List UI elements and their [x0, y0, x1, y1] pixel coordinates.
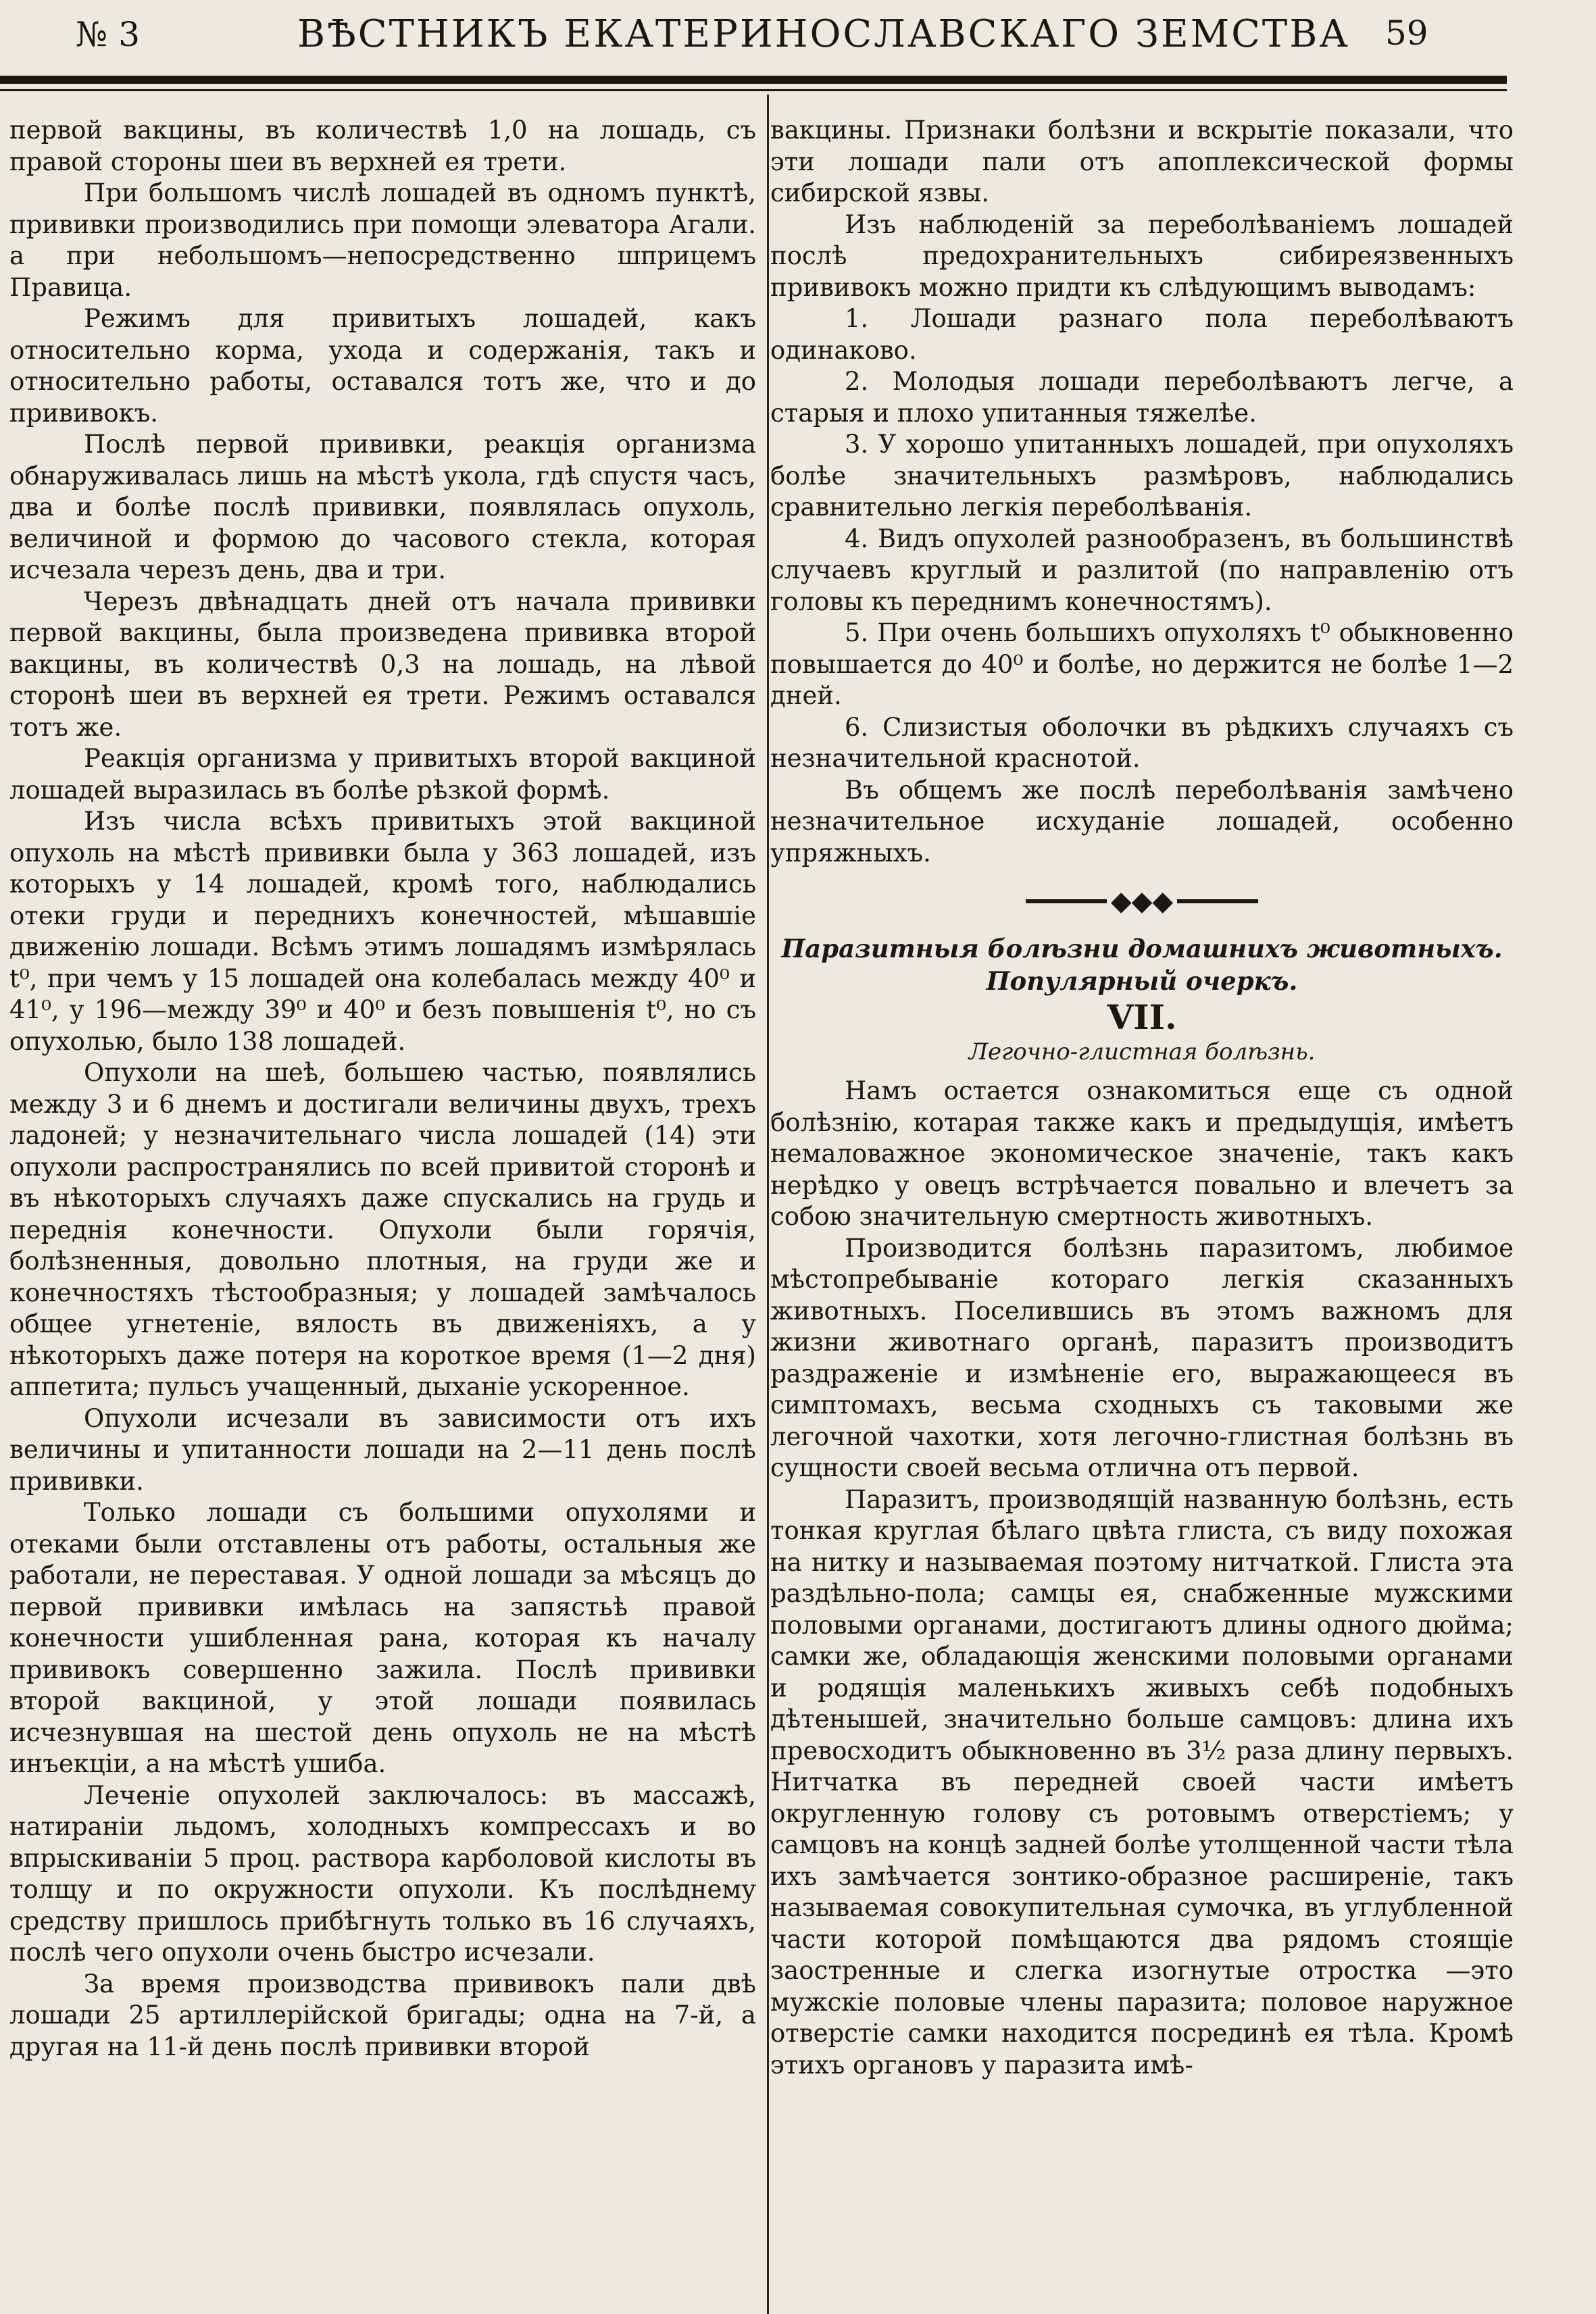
chapter-subtitle: Легочно-глистная болѣзнь. [968, 1038, 1316, 1065]
paragraph: Изъ наблюденій за переболѣваніемъ лошадей послѣ предохранительныхъ сибиреязвенныхъ прививокъ можно придти къ слѣдующимъ выводамъ: [770, 209, 1514, 302]
list-item: 4. Видъ опухолей разнообразенъ, въ большинствѣ случаевъ круглый и разлитой (по направленію отъ головы къ переднимъ конечностямъ). [770, 524, 1514, 616]
issue-number: № 3 [76, 15, 141, 54]
paragraph: Опухоли исчезали въ зависимости отъ ихъ величины и упитанности лошади на 2—11 день послѣ прививки. [9, 1403, 756, 1496]
header-rule-thick [0, 76, 1507, 84]
paragraph: Леченіе опухолей заключалось: въ массажѣ, натираніи льдомъ, холодныхъ компрессахъ и во впрыскиваніи 5 проц. раствора карболовой кислоты въ толщу и по окружности опухоли. Къ послѣднему средству пришлось прибѣгнуть только въ 16 случаяхъ, послѣ чего опухоли очень быстро исчезали. [9, 1780, 756, 1967]
ornament-bar [1177, 899, 1258, 903]
paragraph: Намъ остается ознакомиться еще съ одной болѣзнію, котарая также какъ и предыдущія, имѣетъ немаловажное экономическое значеніе, такъ какъ нерѣдко у овецъ встрѣчается повально и влечетъ за собою значительную смертность животныхъ. [770, 1076, 1514, 1231]
journal-title: ВѢСТНИКЪ ЕКАТЕРИНОСЛАВСКАГО ЗЕМСТВА [297, 12, 1350, 56]
list-item: 6. Слизистыя оболочки въ рѣдкихъ случаяхъ съ незначительной краснотой. [770, 712, 1514, 773]
diamond-ornament-icon: ◆◆◆ [1110, 886, 1174, 917]
paragraph: Режимъ для привитыхъ лошадей, какъ относительно корма, ухода и содержанія, такъ и относительно работы, оставался тотъ же, что и до прививокъ. [9, 304, 756, 428]
paragraph: вакцины. Признаки болѣзни и вскрытіе показали, что эти лошади пали отъ апоплексической формы сибирской язвы. [770, 116, 1514, 207]
right-column [770, 115, 1514, 2081]
paragraph: За время производства прививокъ пали двѣ лошади 25 артиллерійской бригады; одна на 7-й, а другая на 11-й день послѣ прививки второй [9, 1969, 756, 2061]
paragraph: Изъ числа всѣхъ привитыхъ этой вакциной опухоль на мѣстѣ прививки была у 363 лошадей, изъ которыхъ у 14 лошадей, кромѣ того, наблюдались отеки груди и переднихъ конечностей, мѣшавшіе движенію лошади. Всѣмъ этимъ лошадямъ измѣрялась t⁰, при чемъ у 15 лошадей она колебалась между 40⁰ и 41⁰, у 196—между 39⁰ и 40⁰ и безъ повышенія t⁰, но съ опухолью, было 138 лошадей. [9, 807, 756, 1056]
list-item: 5. При очень большихъ опухоляхъ t⁰ обыкновенно повышается до 40⁰ и болѣе, но держится не болѣе 1—2 дней. [770, 618, 1514, 710]
header-rule-thin [0, 89, 1507, 91]
ornament-bar [1026, 899, 1107, 903]
paragraph: Реакція организма у привитыхъ второй вакциной лошадей выразилась въ болѣе рѣзкой формѣ. [9, 744, 756, 805]
paragraph: Послѣ первой прививки, реакція организма обнаруживалась лишь на мѣстѣ укола, гдѣ спустя часъ, два и болѣе послѣ прививки, появлялась опухоль, величиной и формою до часового стекла, которая исчезала черезъ день, два и три. [9, 430, 756, 584]
list-item: 3. У хорошо упитанныхъ лошадей, при опухоляхъ болѣе значительныхъ размѣровъ, наблюдались сравнительно легкія переболѣванія. [770, 430, 1514, 522]
column-separator [767, 95, 769, 2314]
page-number: 59 [1385, 14, 1428, 53]
section-divider-ornament [770, 876, 1514, 923]
chapter-number: VII. [1107, 997, 1177, 1037]
paragraph: Паразитъ, производящій названную болѣзнь, есть тонкая круглая бѣлаго цвѣта глиста, съ виду похожая на нитку и называемая поэтому нитчаткой. Глиста эта раздѣльно-пола; самцы ея, снабженные мужскими половыми органами, достигаютъ длины одного дюйма; самки же, обладающія женскими половыми органами и родящія маленькихъ живыхъ себѣ подобныхъ дѣтенышей, значительно больше самцовъ: длина ихъ превосходитъ обыкновенно въ 3½ раза длину первыхъ. Нитчатка въ передней своей части имѣетъ округленную голову съ ротовымъ отверстіемъ; у самцовъ на концѣ задней болѣе утолщенной части тѣла ихъ замѣчается зонтико-образное расширеніе, такъ называемая совокупительная сумочка, въ углубленной части которой помѣщаются два рядомъ стоящіе заостренные и слегка изогнутые отростка —это мужскіе половые члены паразита; половое наружное отверстіе самки находится посрединѣ ея тѣла. Кромѣ этихъ органовъ у паразита имѣ- [770, 1484, 1514, 2080]
paragraph: Въ общемъ же послѣ переболѣванія замѣчено незначительное исхуданіе лошадей, особенно упряжныхъ. [770, 775, 1514, 867]
left-column [9, 115, 756, 2063]
list-item: 1. Лошади разнаго пола переболѣваютъ одинаково. [770, 304, 1514, 365]
paragraph: Производится болѣзнь паразитомъ, любимое мѣстопребываніе котораго легкія сказанныхъ животныхъ. Поселившись въ этомъ важномъ для жизни животнаго органѣ, паразитъ производитъ раздраженіе и измѣненіе его, выражающееся въ симптомахъ, весьма сходныхъ съ таковыми же легочной чахотки, хотя легочно-глистная болѣзнь въ сущности своей весьма отлична отъ первой. [770, 1233, 1514, 1482]
paragraph: Черезъ двѣнадцать дней отъ начала прививки первой вакцины, была произведена прививка второй вакцины, въ количествѣ 0,3 на лошадь, на лѣвой сторонѣ шеи въ верхней ея трети. Режимъ оставался тотъ же. [9, 586, 756, 742]
paragraph: Только лошади съ большими опухолями и отеками были отставлены отъ работы, остальныя же работали, не переставая. У одной лошади за мѣсяцъ до первой прививки имѣлась на запястьѣ правой конечности ушибленная рана, которая къ началу прививокъ совершенно зажила. Послѣ прививки второй вакциной, у этой лошади появилась исчезнувшая на шестой день опухоль не на мѣстѣ инъекціи, а на мѣстѣ ушиба. [9, 1498, 756, 1778]
page-header [0, 0, 1596, 74]
list-item: 2. Молодыя лошади переболѣваютъ легче, а старыя и плохо упитанныя тяжелѣе. [770, 367, 1514, 428]
paragraph: первой вакцины, въ количествѣ 1,0 на лошадь, съ правой стороны шеи въ верхней ея трети. [9, 116, 756, 176]
paragraph: При большомъ числѣ лошадей въ одномъ пунктѣ, прививки производились при помощи элеватора Агали. а при небольшомъ—непосредственно шприцемъ Правица. [9, 178, 756, 302]
section-title: Паразитныя болѣзни домашнихъ животныхъ. Популярный очеркъ. [781, 934, 1503, 996]
paragraph: Опухоли на шеѣ, большею частью, появлялись между 3 и 6 днемъ и достигали величины двухъ, трехъ ладоней; у незначительнаго числа лошадей (14) эти опухоли распространялись по всей привитой сторонѣ и въ нѣкоторыхъ случаяхъ даже спускались на грудь и переднія конечности. Опухоли были горячія, болѣзненныя, довольно плотныя, на груди же и конечностяхъ тѣстообразныя; у лошадей замѣчалось общее угнетеніе, вялость въ движеніяхъ, а у нѣкоторыхъ даже потеря на короткое время (1—2 дня) аппетита; пульсъ учащенный, дыханіе ускоренное. [9, 1058, 756, 1401]
